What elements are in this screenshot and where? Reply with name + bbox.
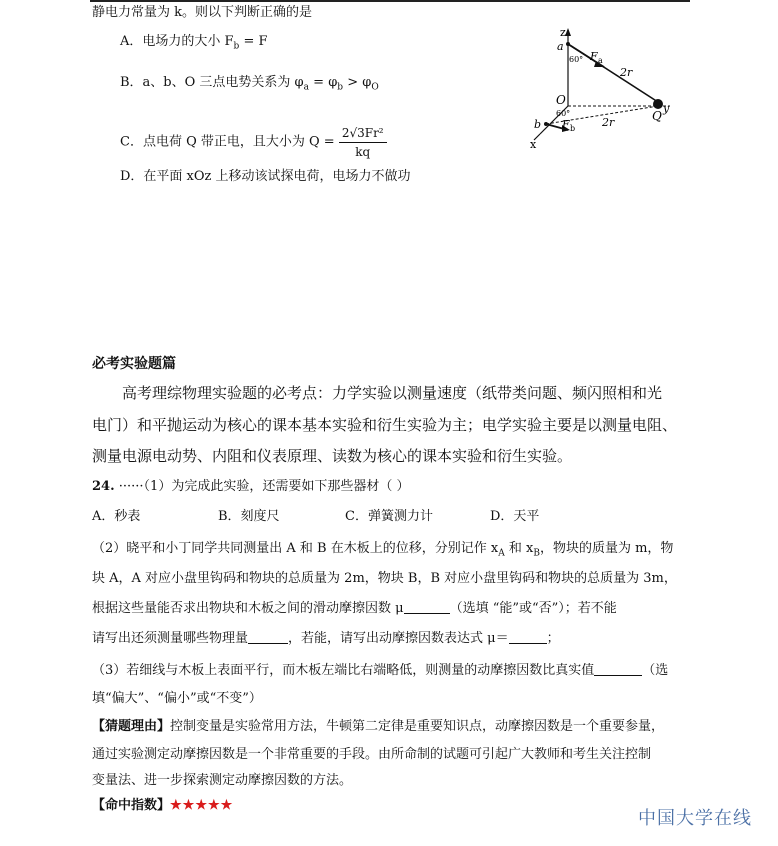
reason-line-3: 变量法、进一步探索测定动摩擦因数的方法。 bbox=[92, 773, 353, 788]
section-para-line-2: 电门）和平抛运动为核心的课本基本实验和衍生实验为主；电学实验主要是以测量电阻、 bbox=[92, 416, 678, 434]
option-d: D．在平面 xOz 上移动该试探电荷，电场力不做功 bbox=[120, 169, 411, 184]
q24-part3-line-1: （3）若细线与木板上表面平行，而木板左端比右端略低，则测量的动摩擦因数比真实值 （选 bbox=[92, 663, 669, 678]
section-title: 必考实验题篇 bbox=[92, 356, 176, 372]
q24-choice-b: B．刻度尺 bbox=[218, 509, 280, 524]
star-rating: ★★★★★ bbox=[170, 798, 234, 813]
distance-lower-label: 2r bbox=[602, 116, 615, 129]
z-axis-label: z bbox=[560, 26, 566, 39]
section-para-line-3: 测量电源电动势、内阻和仪表原理、读数为核心的课本实验和衍生实验。 bbox=[92, 447, 573, 465]
footer-brand: 中国大学在线 bbox=[638, 808, 752, 829]
answer-blank-3[interactable] bbox=[509, 631, 547, 644]
q24-choice-d: D．天平 bbox=[490, 509, 540, 524]
reason-line-2: 通过实验测定动摩擦因数是一个非常重要的手段。由所命制的试题可引起广大教师和考生关注控制 bbox=[92, 747, 652, 762]
distance-upper-label: 2r bbox=[620, 66, 633, 79]
svg-text:a: a bbox=[598, 56, 603, 65]
q24-choice-a: A．秒表 bbox=[92, 509, 141, 524]
q24-part2-line-1: （2）晓平和小丁同学共同测量出 A 和 B 在木板上的位移，分别记作 $x_A$ 和 $x_B$，物块的质量为 m，物 bbox=[92, 541, 674, 559]
point-a-label: a bbox=[557, 40, 564, 53]
svg-text:b: b bbox=[570, 124, 576, 133]
q24-choice-c: C．弹簧测力计 bbox=[345, 509, 433, 524]
q24-part2-line-2: 块 A，A 对应小盘里钩码和物块的总质量为 2m，物块 B，B 对应小盘里钩码和物块的总质量为 3m， bbox=[92, 571, 677, 586]
x-axis-label: x bbox=[530, 138, 537, 151]
q24-part3-line-2: 填“偏大”、“偏小”或“不变”） bbox=[92, 691, 262, 706]
charge-q-label: Q bbox=[652, 109, 662, 123]
question-intro: 静电力常量为 k。则以下判断正确的是 bbox=[92, 5, 313, 20]
charge-fraction: $\frac{\text{2√3Fr²}}{kq}$ bbox=[339, 124, 387, 161]
answer-blank-1[interactable] bbox=[404, 601, 450, 614]
point-b-label: b bbox=[534, 118, 542, 131]
force-b-label: F bbox=[562, 118, 570, 131]
force-diagram bbox=[520, 24, 690, 154]
option-a: A．电场力的大小 $F_b = F$ bbox=[120, 34, 268, 52]
q24-part1: 24. ······（1）为完成此实验，还需要如下那些器材（ ） bbox=[92, 479, 410, 494]
q24-part2-line-4: 请写出还须测量哪些物理量 ，若能，请写出动摩擦因数表达式 μ＝ ； bbox=[92, 631, 560, 646]
angle-b-label: 60° bbox=[556, 109, 571, 118]
force-a-label: F bbox=[590, 50, 598, 63]
top-rule bbox=[90, 0, 690, 2]
section-para-line-1: 高考理综物理实验题的必考点：力学实验以测量速度（纸带类问题、频闪照相和光 bbox=[122, 384, 663, 402]
origin-label: O bbox=[556, 93, 566, 107]
option-b: B．a、b、O 三点电势关系为 $\varphi_a = \varphi_b > \varphi_O$ bbox=[120, 75, 379, 93]
y-axis-label: y bbox=[663, 102, 670, 115]
hit-index: 【命中指数】★★★★★ bbox=[92, 798, 234, 813]
answer-blank-2[interactable] bbox=[248, 631, 288, 644]
q24-part2-line-3: 根据这些量能否求出物块和木板之间的滑动摩擦因数 μ （选填 “能”或“否”）；若不能 bbox=[92, 601, 617, 616]
reason-line-1: 【猜题理由】控制变量是实验常用方法，牛顿第二定律是重要知识点，动摩擦因数是一个重要参量， bbox=[92, 719, 665, 734]
angle-a-label: 60° bbox=[569, 55, 584, 64]
answer-blank-4[interactable] bbox=[594, 663, 642, 676]
option-c: C．点电荷 Q 带正电，且大小为 Q = $\frac{\text{2√3Fr²}}{kq}$ bbox=[120, 124, 387, 161]
